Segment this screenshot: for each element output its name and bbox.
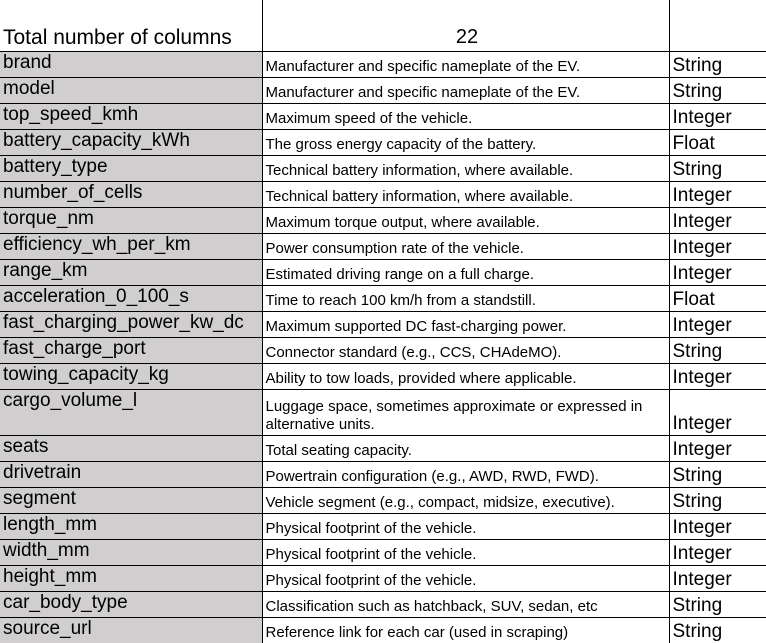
- description-cell[interactable]: Reference link for each car (used in scraping): [262, 618, 669, 643]
- column-name-cell[interactable]: source_url: [0, 618, 262, 643]
- table-row: [0, 156, 766, 182]
- column-name-cell[interactable]: seats: [0, 436, 262, 462]
- description-cell[interactable]: Time to reach 100 km/h from a standstill.: [262, 286, 669, 312]
- description-cell[interactable]: Ability to tow loads, provided where applicable.: [262, 364, 669, 390]
- table-row: [0, 130, 766, 156]
- table-row: [0, 234, 766, 260]
- column-name-cell[interactable]: car_body_type: [0, 592, 262, 618]
- description-cell[interactable]: Classification such as hatchback, SUV, sedan, etc: [262, 592, 669, 618]
- table-row: [0, 78, 766, 104]
- total-columns-value[interactable]: 22: [262, 0, 669, 52]
- table-row: [0, 338, 766, 364]
- description-cell[interactable]: Total seating capacity.: [262, 436, 669, 462]
- table-row: [0, 260, 766, 286]
- column-name-cell[interactable]: towing_capacity_kg: [0, 364, 262, 390]
- data-type-cell[interactable]: Integer: [669, 390, 766, 436]
- data-type-cell[interactable]: String: [669, 618, 766, 643]
- table-row: [0, 488, 766, 514]
- column-name-cell[interactable]: cargo_volume_l: [0, 390, 262, 436]
- table-row: [0, 104, 766, 130]
- description-cell[interactable]: Powertrain configuration (e.g., AWD, RWD, FWD).: [262, 462, 669, 488]
- description-cell[interactable]: Luggage space, sometimes approximate or expressed in alternative units.: [262, 390, 669, 436]
- column-name-cell[interactable]: efficiency_wh_per_km: [0, 234, 262, 260]
- column-name-cell[interactable]: fast_charging_power_kw_dc: [0, 312, 262, 338]
- column-name-cell[interactable]: number_of_cells: [0, 182, 262, 208]
- column-name-cell[interactable]: width_mm: [0, 540, 262, 566]
- table-row: [0, 540, 766, 566]
- column-name-cell[interactable]: fast_charge_port: [0, 338, 262, 364]
- data-type-cell[interactable]: String: [669, 462, 766, 488]
- data-type-cell[interactable]: Integer: [669, 234, 766, 260]
- table-row: [0, 618, 766, 643]
- table-row: [0, 514, 766, 540]
- data-type-cell[interactable]: String: [669, 338, 766, 364]
- data-type-cell[interactable]: String: [669, 78, 766, 104]
- column-name-cell[interactable]: segment: [0, 488, 262, 514]
- description-cell[interactable]: Maximum speed of the vehicle.: [262, 104, 669, 130]
- description-cell[interactable]: Maximum torque output, where available.: [262, 208, 669, 234]
- table-row: [0, 566, 766, 592]
- column-name-cell[interactable]: height_mm: [0, 566, 262, 592]
- data-type-cell[interactable]: String: [669, 156, 766, 182]
- data-type-cell[interactable]: Integer: [669, 514, 766, 540]
- column-name-cell[interactable]: drivetrain: [0, 462, 262, 488]
- table-row: [0, 390, 766, 436]
- data-type-cell[interactable]: Integer: [669, 182, 766, 208]
- data-type-cell[interactable]: Integer: [669, 260, 766, 286]
- data-type-cell[interactable]: String: [669, 488, 766, 514]
- table-row: [0, 462, 766, 488]
- data-type-cell[interactable]: String: [669, 52, 766, 78]
- column-name-cell[interactable]: model: [0, 78, 262, 104]
- data-type-cell[interactable]: Integer: [669, 540, 766, 566]
- header-row: [0, 0, 766, 52]
- description-cell[interactable]: Estimated driving range on a full charge.: [262, 260, 669, 286]
- description-cell[interactable]: Vehicle segment (e.g., compact, midsize, executive).: [262, 488, 669, 514]
- description-cell[interactable]: Power consumption rate of the vehicle.: [262, 234, 669, 260]
- column-name-cell[interactable]: battery_capacity_kWh: [0, 130, 262, 156]
- data-type-cell[interactable]: Integer: [669, 312, 766, 338]
- table-row: [0, 182, 766, 208]
- description-cell[interactable]: Maximum supported DC fast-charging power.: [262, 312, 669, 338]
- description-cell[interactable]: Technical battery information, where available.: [262, 156, 669, 182]
- data-type-cell[interactable]: Integer: [669, 208, 766, 234]
- data-type-cell[interactable]: Integer: [669, 364, 766, 390]
- total-columns-label[interactable]: Total number of columns: [0, 0, 262, 52]
- data-type-cell[interactable]: Float: [669, 130, 766, 156]
- column-name-cell[interactable]: battery_type: [0, 156, 262, 182]
- column-name-cell[interactable]: brand: [0, 52, 262, 78]
- column-name-cell[interactable]: acceleration_0_100_s: [0, 286, 262, 312]
- description-cell[interactable]: Physical footprint of the vehicle.: [262, 514, 669, 540]
- description-cell[interactable]: Physical footprint of the vehicle.: [262, 540, 669, 566]
- table-row: [0, 436, 766, 462]
- table-row: [0, 208, 766, 234]
- data-type-cell[interactable]: Integer: [669, 436, 766, 462]
- table-row: [0, 364, 766, 390]
- column-name-cell[interactable]: top_speed_kmh: [0, 104, 262, 130]
- description-cell[interactable]: Physical footprint of the vehicle.: [262, 566, 669, 592]
- description-cell[interactable]: The gross energy capacity of the battery.: [262, 130, 669, 156]
- data-type-cell[interactable]: Float: [669, 286, 766, 312]
- table-row: [0, 312, 766, 338]
- data-type-cell[interactable]: Integer: [669, 104, 766, 130]
- description-cell[interactable]: Manufacturer and specific nameplate of the EV.: [262, 52, 669, 78]
- table-row: [0, 592, 766, 618]
- table-row: [0, 286, 766, 312]
- empty-cell[interactable]: [669, 0, 766, 52]
- description-cell[interactable]: Technical battery information, where available.: [262, 182, 669, 208]
- table-row: [0, 52, 766, 78]
- description-cell[interactable]: Manufacturer and specific nameplate of the EV.: [262, 78, 669, 104]
- column-name-cell[interactable]: range_km: [0, 260, 262, 286]
- data-type-cell[interactable]: Integer: [669, 566, 766, 592]
- description-cell[interactable]: Connector standard (e.g., CCS, CHAdeMO).: [262, 338, 669, 364]
- data-type-cell[interactable]: String: [669, 592, 766, 618]
- column-name-cell[interactable]: torque_nm: [0, 208, 262, 234]
- column-name-cell[interactable]: length_mm: [0, 514, 262, 540]
